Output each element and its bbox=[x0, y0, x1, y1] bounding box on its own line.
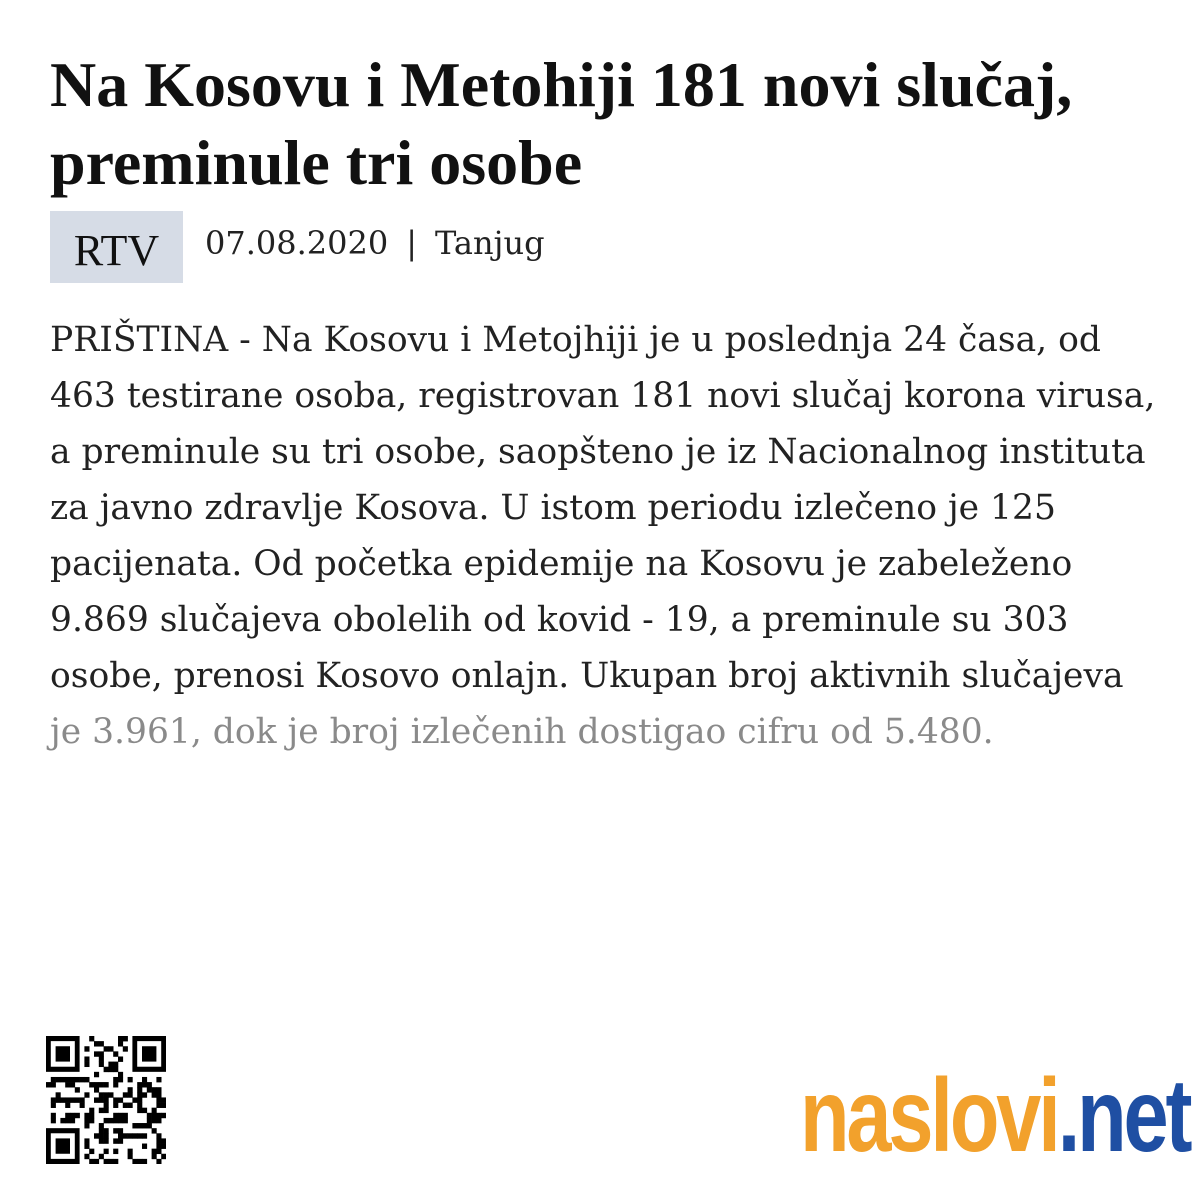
article-body bbox=[50, 312, 1160, 760]
article-body-faded: je 3.961, dok je broj izlečenih dostigao cifru od 5.480. bbox=[50, 712, 994, 752]
article-title: Na Kosovu i Metohiji 181 novi slučaj, preminule tri osobe bbox=[50, 49, 1073, 198]
naslovi-logo[interactable] bbox=[800, 1058, 1190, 1174]
article-date: 07.08.2020 bbox=[205, 224, 389, 262]
article-body-main: PRIŠTINA - Na Kosovu i Metojhiji je u poslednja 24 časa, od 463 testirane osoba, registrovan 181 novi slučaj korona virusa, a preminule su tri osobe, saopšteno je iz Nacionalnog instituta za javno zdravlje Kosova. U istom periodu izlečeno je 125 pacijenata. Od početka epidemije na Kosovu je zabeleženo 9.869 slučajeva obolelih od kovid - 19, a preminule su 303 osobe, prenosi Kosovo onlajn. Ukupan broj aktivnih slučajeva bbox=[50, 320, 1156, 696]
article-meta bbox=[50, 211, 545, 283]
article-agency: Tanjug bbox=[435, 224, 545, 262]
meta-separator: | bbox=[406, 224, 417, 262]
qr-code-icon bbox=[46, 1036, 166, 1164]
source-badge: RTV bbox=[50, 211, 183, 283]
logo-part-net: .net bbox=[1057, 1058, 1190, 1174]
logo-part-naslovi: naslovi bbox=[800, 1058, 1058, 1174]
meta-line bbox=[205, 224, 545, 262]
